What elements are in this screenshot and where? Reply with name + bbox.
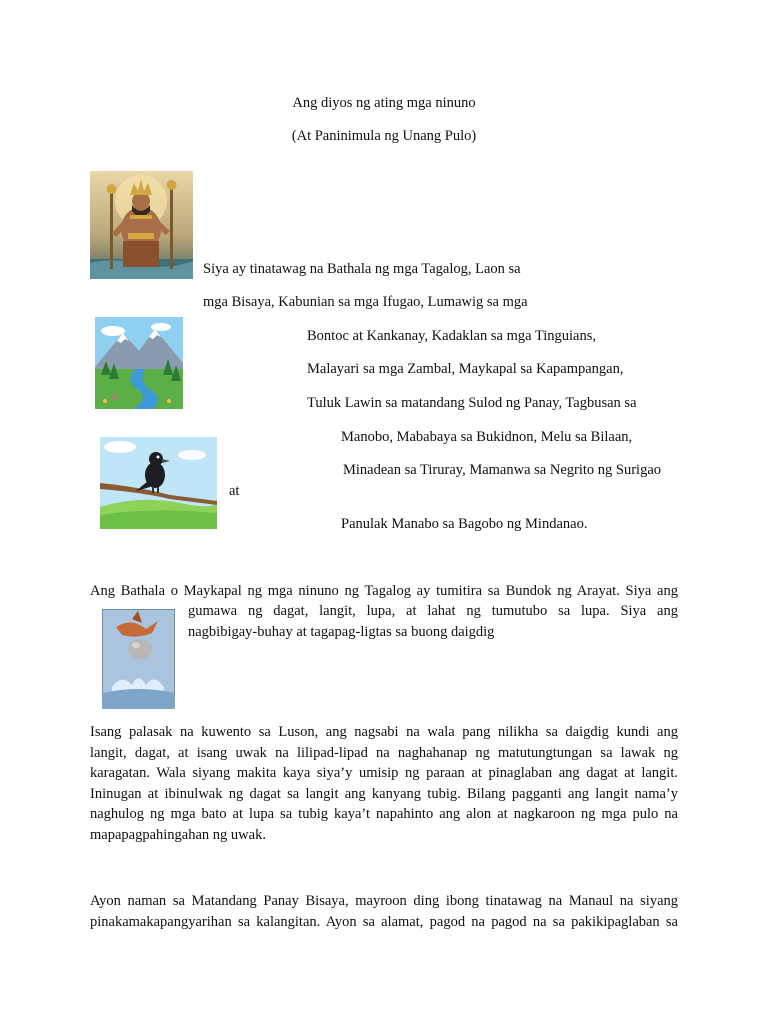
paragraph-1-line-1: Ang Bathala o Maykapal ng mga ninuno ng Tagalog ay tumitira sa Bundok ng Arayat. Siya ang bbox=[90, 583, 678, 599]
names-line-7: Minadean sa Tiruray, Mamanwa sa Negrito ng Surigao bbox=[343, 462, 662, 478]
paragraph-3-line: pinakamakapangyarihan sa kalangitan. Ayon sa alamat, pagod na pagod na sa pakikipaglaban sa bbox=[90, 913, 678, 930]
names-line-3: Bontoc at Kankanay, Kadaklan sa mga Tinguians, bbox=[307, 328, 597, 344]
names-line-8: Panulak Manabo sa Bagobo ng Mindanao. bbox=[341, 516, 588, 532]
paragraph-2-line: Isang palasak na kuwento sa Luson, ang nagsabi na wala pang nilikha sa daigdig kundi ang bbox=[90, 724, 678, 740]
page-subtitle: (At Paninimula ng Unang Pulo) bbox=[291, 128, 477, 144]
mountain-river-illustration bbox=[95, 317, 183, 409]
page-title: Ang diyos ng ating mga ninuno bbox=[292, 95, 476, 111]
paragraph-2-line: langit, dagat, at isang uwak na lilipad-lipad na naghahanap ng matutungtungan sa lawak ng bbox=[90, 744, 678, 761]
names-line-6: Manobo, Mababaya sa Bukidnon, Melu sa Bilaan, bbox=[341, 429, 633, 445]
paragraph-2-line: naghulog ng mga bato at lupa sa tubig kaya’t napahinto ang alon at nagkaroon ng mga pulo na bbox=[90, 806, 678, 823]
names-line-1: Siya ay tinatawag na Bathala ng mga Tagalog, Laon sa bbox=[203, 261, 521, 277]
names-line-at: at bbox=[229, 483, 240, 499]
names-line-2: mga Bisaya, Kabunian sa mga Ifugao, Lumawig sa mga bbox=[203, 294, 528, 310]
paragraph-2-line: mapapagpahingahan ng uwak. bbox=[90, 826, 266, 843]
paragraph-1-line-1-container bbox=[90, 581, 678, 602]
names-line-5: Tuluk Lawin sa matandang Sulod ng Panay, Tagbusan sa bbox=[307, 395, 637, 411]
paragraph-2-line: Ininugan at ibinulwak ng dagat sa langit ang kanyang tubig. Bilang pagganti ang langit nama’y bbox=[90, 785, 678, 802]
paragraph-1-line-2: gumawa ng dagat, langit, lupa, at lahat ng tumutubo sa lupa. Siya ang bbox=[188, 603, 678, 619]
paragraph-2-line: karagatan. Wala siyang makita kaya siya’y umisip ng paraan at pinaglaban ang dagat at langit. bbox=[90, 765, 678, 782]
names-line-4: Malayari sa mga Zambal, Maykapal sa Kapampangan, bbox=[307, 361, 624, 377]
crow-on-branch-illustration bbox=[100, 437, 217, 529]
paragraph-3 bbox=[90, 891, 678, 932]
paragraph-3-line: Ayon naman sa Matandang Panay Bisaya, mayroon ding ibong tinatawag na Manaul na siyang bbox=[90, 893, 678, 909]
paragraph-1-line-3: nagbibigay-buhay at tagapag-ligtas sa buong daigdig bbox=[188, 623, 495, 640]
paragraph-2 bbox=[90, 722, 678, 846]
bird-dropping-stone-illustration bbox=[102, 609, 175, 709]
deity-illustration bbox=[90, 171, 193, 279]
paragraph-1-wrap bbox=[188, 601, 678, 642]
